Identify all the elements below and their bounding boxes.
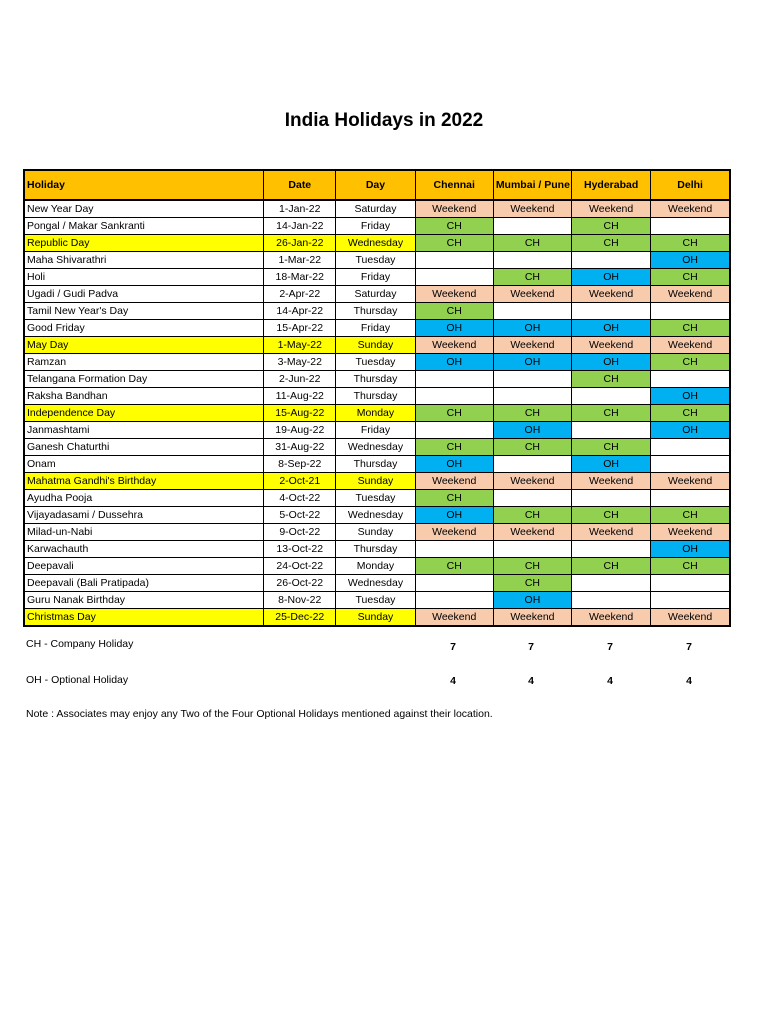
ch-count-mumbai: 7 (528, 641, 534, 653)
cell-mumbai: CH (493, 507, 571, 524)
holiday-name: Maha Shivarathri (24, 252, 264, 269)
holiday-row (24, 456, 730, 473)
holiday-name: New Year Day (24, 200, 264, 218)
holiday-day: Sunday (336, 473, 415, 490)
holiday-row (24, 320, 730, 337)
cell-hyderabad: CH (572, 235, 651, 252)
cell-hyderabad: CH (572, 507, 651, 524)
cell-chennai: CH (415, 439, 493, 456)
holiday-date: 31-Aug-22 (264, 439, 336, 456)
holiday-day: Saturday (336, 200, 415, 218)
cell-mumbai: CH (493, 269, 571, 286)
holiday-row (24, 405, 730, 422)
holiday-day: Sunday (336, 609, 415, 627)
holiday-name: Holi (24, 269, 264, 286)
cell-mumbai (493, 388, 571, 405)
cell-hyderabad (572, 252, 651, 269)
holiday-row (24, 422, 730, 439)
cell-hyderabad: CH (572, 218, 651, 235)
holiday-row (24, 558, 730, 575)
cell-hyderabad: Weekend (572, 473, 651, 490)
cell-chennai: CH (415, 235, 493, 252)
holiday-row (24, 524, 730, 541)
cell-delhi: Weekend (651, 524, 730, 541)
holiday-date: 3-May-22 (264, 354, 336, 371)
cell-delhi: Weekend (651, 473, 730, 490)
cell-delhi (651, 456, 730, 473)
cell-delhi: Weekend (651, 337, 730, 354)
cell-chennai: CH (415, 405, 493, 422)
holiday-day: Tuesday (336, 252, 415, 269)
cell-hyderabad: CH (572, 439, 651, 456)
holiday-date: 5-Oct-22 (264, 507, 336, 524)
cell-mumbai (493, 218, 571, 235)
holiday-date: 8-Sep-22 (264, 456, 336, 473)
header-delhi: Delhi (651, 170, 730, 200)
holiday-day: Thursday (336, 371, 415, 388)
holiday-name: Republic Day (24, 235, 264, 252)
holiday-day: Thursday (336, 456, 415, 473)
cell-chennai (415, 541, 493, 558)
holiday-date: 2-Oct-21 (264, 473, 336, 490)
holiday-name: Raksha Bandhan (24, 388, 264, 405)
holiday-name: Janmashtami (24, 422, 264, 439)
cell-delhi: Weekend (651, 286, 730, 303)
holiday-day: Thursday (336, 388, 415, 405)
page-title: India Holidays in 2022 (284, 110, 484, 131)
holiday-name: Milad-un-Nabi (24, 524, 264, 541)
cell-chennai: OH (415, 507, 493, 524)
holiday-name: Independence Day (24, 405, 264, 422)
cell-hyderabad: CH (572, 558, 651, 575)
cell-hyderabad (572, 388, 651, 405)
holiday-date: 1-Jan-22 (264, 200, 336, 218)
cell-delhi (651, 371, 730, 388)
holiday-day: Friday (336, 218, 415, 235)
holiday-name: May Day (24, 337, 264, 354)
cell-delhi: Weekend (651, 609, 730, 627)
holiday-day: Friday (336, 320, 415, 337)
holiday-day: Wednesday (336, 235, 415, 252)
cell-chennai: CH (415, 558, 493, 575)
oh-count-chennai: 4 (450, 675, 456, 687)
holiday-date: 9-Oct-22 (264, 524, 336, 541)
ch-count-hyderabad: 7 (607, 641, 613, 653)
cell-delhi: CH (651, 269, 730, 286)
cell-chennai (415, 575, 493, 592)
holiday-row (24, 575, 730, 592)
cell-hyderabad (572, 592, 651, 609)
cell-chennai: Weekend (415, 609, 493, 627)
holiday-date: 26-Jan-22 (264, 235, 336, 252)
holiday-name: Onam (24, 456, 264, 473)
holiday-day: Monday (336, 405, 415, 422)
holiday-row (24, 490, 730, 507)
holiday-name: Mahatma Gandhi's Birthday (24, 473, 264, 490)
cell-delhi: CH (651, 405, 730, 422)
holiday-date: 15-Apr-22 (264, 320, 336, 337)
cell-delhi: CH (651, 558, 730, 575)
holiday-day: Tuesday (336, 354, 415, 371)
cell-hyderabad: CH (572, 371, 651, 388)
holiday-name: Telangana Formation Day (24, 371, 264, 388)
cell-mumbai (493, 371, 571, 388)
holiday-date: 1-Mar-22 (264, 252, 336, 269)
holiday-table (23, 169, 731, 627)
holiday-name: Good Friday (24, 320, 264, 337)
cell-mumbai: CH (493, 558, 571, 575)
holiday-row (24, 252, 730, 269)
holiday-date: 2-Apr-22 (264, 286, 336, 303)
header-hyderabad: Hyderabad (572, 170, 651, 200)
holiday-day: Friday (336, 422, 415, 439)
holiday-date: 19-Aug-22 (264, 422, 336, 439)
oh-legend: OH - Optional Holiday (26, 674, 129, 686)
cell-chennai: CH (415, 490, 493, 507)
cell-delhi (651, 218, 730, 235)
holiday-row (24, 609, 730, 627)
cell-chennai: CH (415, 218, 493, 235)
oh-count-delhi: 4 (686, 675, 692, 687)
holiday-row (24, 388, 730, 405)
cell-mumbai: Weekend (493, 609, 571, 627)
cell-delhi (651, 439, 730, 456)
cell-hyderabad: OH (572, 269, 651, 286)
holiday-row (24, 473, 730, 490)
cell-chennai: OH (415, 354, 493, 371)
cell-chennai (415, 252, 493, 269)
holiday-date: 18-Mar-22 (264, 269, 336, 286)
oh-count-hyderabad: 4 (607, 675, 613, 687)
cell-hyderabad (572, 541, 651, 558)
holiday-date: 13-Oct-22 (264, 541, 336, 558)
header-mumbai-pune (493, 170, 571, 200)
cell-mumbai (493, 541, 571, 558)
cell-hyderabad: Weekend (572, 524, 651, 541)
cell-delhi: CH (651, 507, 730, 524)
cell-hyderabad (572, 303, 651, 320)
cell-mumbai: Weekend (493, 473, 571, 490)
holiday-row (24, 200, 730, 218)
holiday-date: 14-Jan-22 (264, 218, 336, 235)
holiday-name: Christmas Day (24, 609, 264, 627)
holiday-row (24, 354, 730, 371)
cell-mumbai: OH (493, 592, 571, 609)
cell-chennai (415, 422, 493, 439)
holiday-name: Deepavali (Bali Pratipada) (24, 575, 264, 592)
cell-delhi: CH (651, 235, 730, 252)
cell-delhi (651, 592, 730, 609)
ch-count-delhi: 7 (686, 641, 692, 653)
cell-delhi: Weekend (651, 200, 730, 218)
header-date: Date (264, 170, 336, 200)
cell-delhi: OH (651, 422, 730, 439)
note-text: Note : Associates may enjoy any Two of the Four Optional Holidays mentioned against their location. (26, 708, 493, 720)
cell-hyderabad: OH (572, 320, 651, 337)
cell-mumbai: CH (493, 405, 571, 422)
holiday-name: Tamil New Year's Day (24, 303, 264, 320)
holiday-row (24, 337, 730, 354)
cell-mumbai: OH (493, 320, 571, 337)
cell-chennai: Weekend (415, 337, 493, 354)
cell-hyderabad (572, 490, 651, 507)
cell-mumbai: OH (493, 422, 571, 439)
holiday-date: 1-May-22 (264, 337, 336, 354)
holiday-day: Tuesday (336, 592, 415, 609)
holiday-row (24, 592, 730, 609)
cell-chennai: OH (415, 456, 493, 473)
holiday-name: Pongal / Makar Sankranti (24, 218, 264, 235)
cell-mumbai: CH (493, 439, 571, 456)
holiday-date: 26-Oct-22 (264, 575, 336, 592)
holiday-day: Monday (336, 558, 415, 575)
holiday-day: Friday (336, 269, 415, 286)
holiday-day: Wednesday (336, 507, 415, 524)
cell-hyderabad (572, 422, 651, 439)
holiday-name: Karwachauth (24, 541, 264, 558)
holiday-name: Ayudha Pooja (24, 490, 264, 507)
cell-mumbai: CH (493, 575, 571, 592)
cell-delhi: CH (651, 354, 730, 371)
holiday-name: Ramzan (24, 354, 264, 371)
holiday-row (24, 235, 730, 252)
holiday-date: 8-Nov-22 (264, 592, 336, 609)
cell-mumbai: Weekend (493, 337, 571, 354)
holiday-day: Wednesday (336, 575, 415, 592)
holiday-day: Saturday (336, 286, 415, 303)
header-holiday: Holiday (24, 170, 264, 200)
holiday-row (24, 269, 730, 286)
cell-chennai (415, 592, 493, 609)
holiday-day: Thursday (336, 541, 415, 558)
holiday-date: 25-Dec-22 (264, 609, 336, 627)
holiday-day: Sunday (336, 524, 415, 541)
cell-mumbai: Weekend (493, 524, 571, 541)
cell-delhi (651, 575, 730, 592)
cell-chennai: OH (415, 320, 493, 337)
holiday-date: 11-Aug-22 (264, 388, 336, 405)
holiday-date: 14-Apr-22 (264, 303, 336, 320)
holiday-date: 24-Oct-22 (264, 558, 336, 575)
cell-chennai (415, 371, 493, 388)
cell-mumbai (493, 252, 571, 269)
holiday-date: 2-Jun-22 (264, 371, 336, 388)
cell-hyderabad: Weekend (572, 286, 651, 303)
cell-chennai: Weekend (415, 473, 493, 490)
holiday-row (24, 303, 730, 320)
holiday-name: Ugadi / Gudi Padva (24, 286, 264, 303)
holiday-name: Guru Nanak Birthday (24, 592, 264, 609)
cell-hyderabad: Weekend (572, 200, 651, 218)
holiday-name: Ganesh Chaturthi (24, 439, 264, 456)
ch-legend: CH - Company Holiday (26, 638, 134, 650)
holiday-date: 4-Oct-22 (264, 490, 336, 507)
cell-mumbai (493, 490, 571, 507)
cell-delhi: OH (651, 388, 730, 405)
holiday-date: 15-Aug-22 (264, 405, 336, 422)
ch-count-chennai: 7 (450, 641, 456, 653)
holiday-row (24, 286, 730, 303)
holiday-name: Vijayadasami / Dussehra (24, 507, 264, 524)
cell-mumbai: OH (493, 354, 571, 371)
cell-delhi: OH (651, 541, 730, 558)
holiday-day: Wednesday (336, 439, 415, 456)
cell-hyderabad: OH (572, 354, 651, 371)
cell-hyderabad: Weekend (572, 337, 651, 354)
holiday-row (24, 371, 730, 388)
holiday-day: Thursday (336, 303, 415, 320)
cell-mumbai: Weekend (493, 200, 571, 218)
cell-chennai: Weekend (415, 524, 493, 541)
holiday-day: Sunday (336, 337, 415, 354)
holiday-name: Deepavali (24, 558, 264, 575)
header-day: Day (336, 170, 415, 200)
cell-hyderabad: Weekend (572, 609, 651, 627)
cell-chennai (415, 269, 493, 286)
cell-chennai: CH (415, 303, 493, 320)
cell-chennai: Weekend (415, 286, 493, 303)
cell-mumbai: CH (493, 235, 571, 252)
holiday-row (24, 218, 730, 235)
cell-chennai: Weekend (415, 200, 493, 218)
cell-delhi: OH (651, 252, 730, 269)
cell-delhi (651, 490, 730, 507)
holiday-row (24, 439, 730, 456)
header-chennai: Chennai (415, 170, 493, 200)
holiday-row (24, 507, 730, 524)
cell-mumbai: Weekend (493, 286, 571, 303)
cell-delhi (651, 303, 730, 320)
cell-chennai (415, 388, 493, 405)
header-mumbai-pune-label: Mumbai / Pune (495, 178, 570, 191)
oh-count-mumbai: 4 (528, 675, 534, 687)
cell-mumbai (493, 303, 571, 320)
cell-hyderabad: OH (572, 456, 651, 473)
header-row (24, 170, 730, 200)
holiday-day: Tuesday (336, 490, 415, 507)
cell-hyderabad (572, 575, 651, 592)
cell-hyderabad: CH (572, 405, 651, 422)
cell-delhi: CH (651, 320, 730, 337)
holiday-row (24, 541, 730, 558)
cell-mumbai (493, 456, 571, 473)
